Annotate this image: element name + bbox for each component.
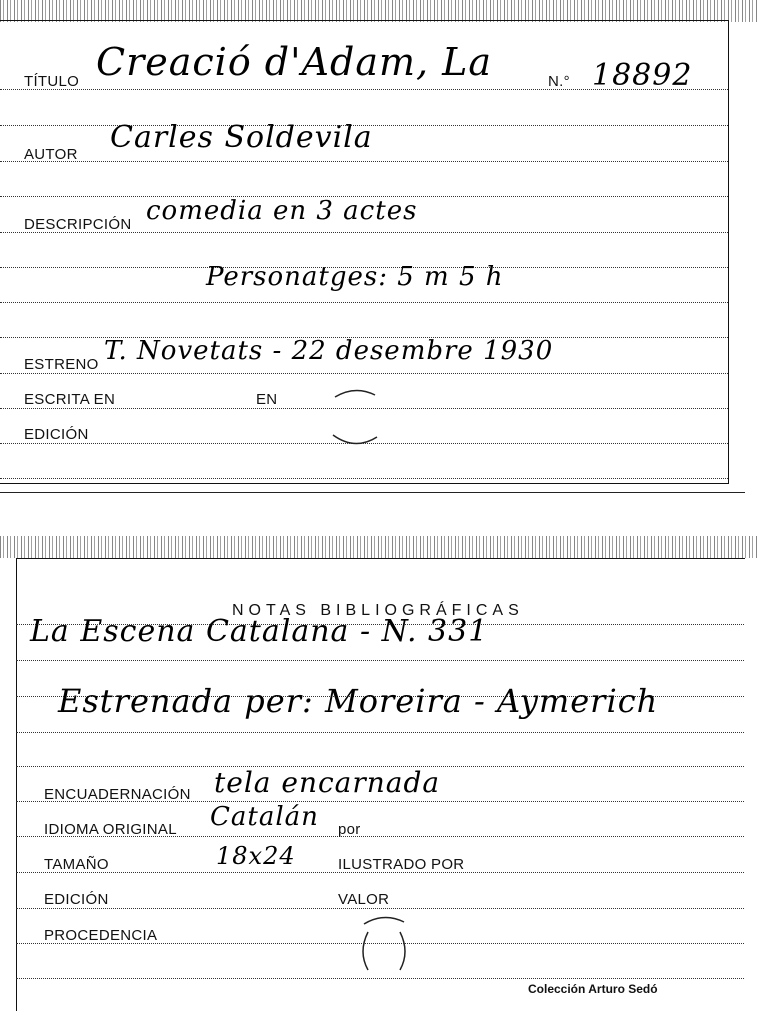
autor-value: Carles Soldevila <box>110 120 373 155</box>
numero-value: 18892 <box>592 58 693 93</box>
idioma-value: Catalán <box>210 802 319 832</box>
punch-hole-mark <box>354 912 414 982</box>
ruled-line <box>16 732 744 733</box>
tamano-value: 18x24 <box>216 842 296 870</box>
descripcion-value: comedia en 3 actes <box>146 196 418 226</box>
note-line-2: Estrenada per: Moreira - Aymerich <box>58 682 659 720</box>
edicion-label: EDICIÓN <box>44 891 109 908</box>
catalog-card-top <box>0 0 759 495</box>
ruled-line <box>16 660 744 661</box>
procedencia-label: PROCEDENCIA <box>44 927 158 944</box>
punch-hole-mark <box>325 385 385 455</box>
escrita-en-label: ESCRITA EN <box>24 391 116 408</box>
card-separator <box>0 492 745 493</box>
numero-label: N.° <box>548 73 570 90</box>
estreno-label: ESTRENO <box>24 356 99 373</box>
note-line-1: La Escena Catalana - N. 331 <box>30 614 489 649</box>
ruled-line <box>0 161 728 162</box>
ruled-line <box>0 478 728 479</box>
idioma-label: IDIOMA ORIGINAL <box>44 821 177 838</box>
en-label: EN <box>256 391 278 408</box>
titulo-label: TÍTULO <box>24 73 80 90</box>
ruled-line <box>16 908 744 909</box>
encuadernacion-value: tela encarnada <box>214 766 441 799</box>
edicion-label: EDICIÓN <box>24 426 89 443</box>
catalog-card-bottom <box>0 536 759 1028</box>
personajes-value: Personatges: 5 m 5 h <box>206 262 504 292</box>
ruled-line <box>0 302 728 303</box>
estreno-value: T. Novetats - 22 desembre 1930 <box>104 336 554 366</box>
por-label: por <box>338 821 361 838</box>
notas-heading: NOTAS BIBLIOGRÁFICAS <box>232 602 524 619</box>
ruled-line <box>0 373 728 374</box>
tamano-label: TAMAÑO <box>44 856 109 873</box>
collection-footer: Colección Arturo Sedó <box>528 982 658 996</box>
descripcion-label: DESCRIPCIÓN <box>24 216 132 233</box>
ilustrado-label: ILUSTRADO POR <box>338 856 465 873</box>
encuadernacion-label: ENCUADERNACIÓN <box>44 786 191 803</box>
scan-edge-noise <box>0 0 759 22</box>
autor-label: AUTOR <box>24 146 78 163</box>
titulo-value: Creació d'Adam, La <box>96 40 493 84</box>
valor-label: VALOR <box>338 891 390 908</box>
scan-edge-noise <box>0 536 759 558</box>
